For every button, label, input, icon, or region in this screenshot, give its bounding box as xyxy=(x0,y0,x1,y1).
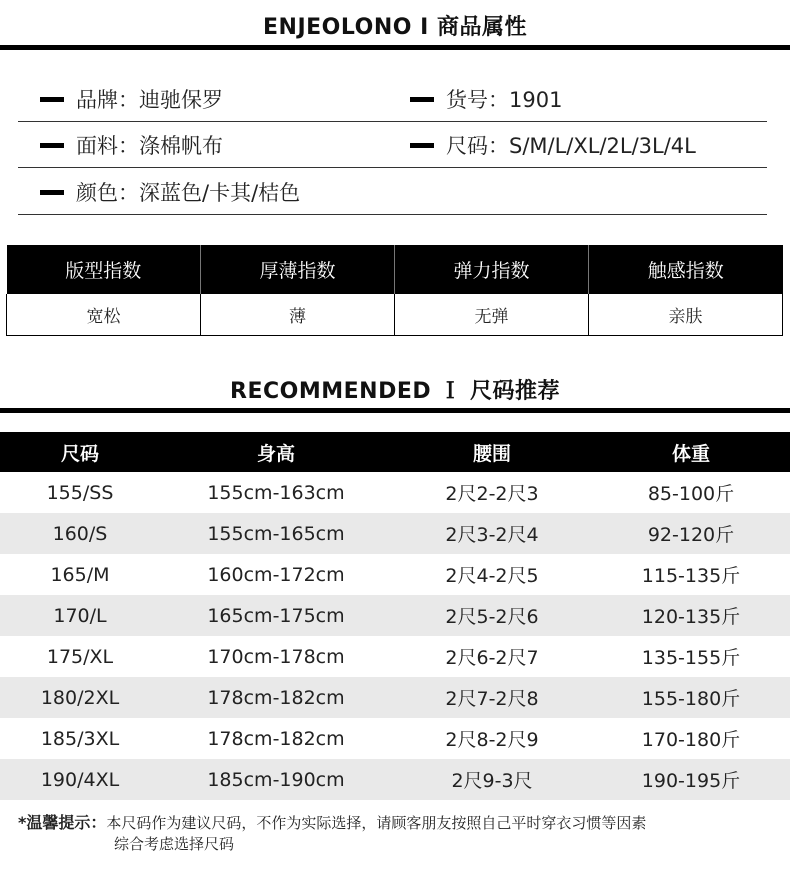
size-cell: 170/L xyxy=(53,604,107,627)
dash-marker xyxy=(410,143,434,148)
weight-cell: 92-120斤 xyxy=(647,524,735,546)
attr-fabric xyxy=(40,122,223,168)
weight-cell: 85-100斤 xyxy=(647,483,735,505)
attr-brand xyxy=(40,76,223,122)
waist-cell: 2尺3-2尺4 xyxy=(445,524,539,546)
index-header-touch: 触感指数 xyxy=(589,245,783,294)
divider-line xyxy=(18,167,767,168)
attr-row-1 xyxy=(18,76,767,122)
waist-cell: 2尺4-2尺5 xyxy=(445,565,539,587)
index-value-fit: 宽松 xyxy=(7,294,201,336)
weight-cell: 135-155斤 xyxy=(641,647,741,669)
table-row xyxy=(0,513,790,554)
size-note xyxy=(18,812,778,855)
waist-cell: 2尺9-3尺 xyxy=(451,770,533,792)
attr-row-3 xyxy=(18,169,767,215)
height-cell: 178cm-182cm xyxy=(207,727,345,750)
size-table-body xyxy=(0,472,790,800)
dash-marker xyxy=(40,97,64,102)
table-row xyxy=(0,595,790,636)
note-line-1 xyxy=(18,812,778,834)
size-cell: 175/XL xyxy=(46,645,114,668)
weight-cell: 170-180斤 xyxy=(641,729,741,751)
height-cell: 160cm-172cm xyxy=(207,563,345,586)
size-header-waist: 腰围 xyxy=(472,442,511,465)
table-row xyxy=(0,636,790,677)
note-text: 本尺码作为建议尺码，不作为实际选择，请顾客朋友按照自己平时穿衣习惯等因素 xyxy=(106,814,647,832)
height-cell: 155cm-163cm xyxy=(207,481,345,504)
note-line-2: 综合考虑选择尺码 xyxy=(114,835,235,853)
waist-cell: 2尺5-2尺6 xyxy=(445,606,539,628)
attr-colors xyxy=(40,169,300,215)
attr-item-no-text: 货号：1901 xyxy=(446,88,563,112)
waist-cell: 2尺8-2尺9 xyxy=(445,729,539,751)
height-cell: 178cm-182cm xyxy=(207,686,345,709)
table-row xyxy=(0,759,790,800)
attr-item-no xyxy=(410,76,562,122)
table-row xyxy=(0,472,790,513)
height-cell: 165cm-175cm xyxy=(207,604,345,627)
table-row xyxy=(0,677,790,718)
note-label: *温馨提示： xyxy=(18,813,107,832)
table-row xyxy=(0,718,790,759)
height-cell: 170cm-178cm xyxy=(207,645,345,668)
size-cell: 165/M xyxy=(50,563,110,586)
index-value-thickness: 薄 xyxy=(201,294,395,336)
index-header-thickness: 厚薄指数 xyxy=(201,245,395,294)
size-header-weight: 体重 xyxy=(671,442,710,465)
attr-fabric-text: 面料：涤棉帆布 xyxy=(76,134,223,158)
attr-row-2 xyxy=(18,122,767,168)
attr-sizes-text: 尺码：S/M/L/XL/2L/3L/4L xyxy=(446,134,696,158)
size-cell: 185/3XL xyxy=(40,727,120,750)
size-cell: 160/S xyxy=(52,522,108,545)
divider-line xyxy=(18,214,767,215)
size-cell: 155/SS xyxy=(46,481,114,504)
index-value-touch: 亲肤 xyxy=(589,294,783,336)
dash-marker xyxy=(40,190,64,195)
weight-cell: 120-135斤 xyxy=(641,606,741,628)
table-row xyxy=(0,554,790,595)
size-cell: 190/4XL xyxy=(40,768,120,791)
height-cell: 155cm-165cm xyxy=(207,522,345,545)
dash-marker xyxy=(40,143,64,148)
recommended-title-rule xyxy=(0,408,790,413)
dash-marker xyxy=(410,97,434,102)
size-header-size: 尺码 xyxy=(60,442,99,465)
attr-brand-text: 品牌：迪驰保罗 xyxy=(76,88,223,112)
index-table xyxy=(6,245,783,336)
size-cell: 180/2XL xyxy=(40,686,120,709)
waist-cell: 2尺2-2尺3 xyxy=(445,483,539,505)
size-header-height: 身高 xyxy=(256,442,295,465)
index-header-row xyxy=(7,245,783,294)
attr-colors-text: 颜色：深蓝色/卡其/桔色 xyxy=(76,181,301,205)
weight-cell: 190-195斤 xyxy=(641,770,741,792)
waist-cell: 2尺6-2尺7 xyxy=(445,647,539,669)
height-cell: 185cm-190cm xyxy=(207,768,345,791)
attributes-title-rule xyxy=(0,45,790,50)
recommended-title: RECOMMENDED Ｉ 尺码推荐 xyxy=(230,379,560,404)
index-value-row xyxy=(7,294,783,336)
size-table-header xyxy=(0,432,790,472)
index-header-elasticity: 弹力指数 xyxy=(395,245,589,294)
index-value-elasticity: 无弹 xyxy=(395,294,589,336)
attr-sizes xyxy=(410,122,696,168)
waist-cell: 2尺7-2尺8 xyxy=(445,688,539,710)
attributes-title: ENJEOLONO I 商品属性 xyxy=(263,15,527,40)
weight-cell: 115-135斤 xyxy=(641,565,741,587)
index-header-fit: 版型指数 xyxy=(7,245,201,294)
weight-cell: 155-180斤 xyxy=(641,688,741,710)
